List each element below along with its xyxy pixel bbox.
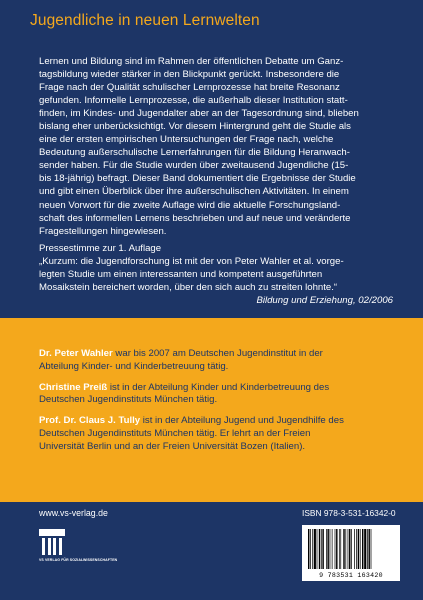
author-bio <box>39 348 409 374</box>
isbn: ISBN 978-3-531-16342-0 <box>302 508 396 518</box>
author-bio-text: Deutschen Jugendinstituts München tätig. Er lehrt an der Freien <box>39 427 311 439</box>
barcode-bar <box>322 529 323 569</box>
barcode-bar <box>310 529 311 569</box>
barcode-bars <box>306 529 396 569</box>
barcode-bar <box>339 529 340 569</box>
barcode-bar <box>349 529 350 569</box>
blurb-line: und gibt einen Überblick über ihre außerschulischen Aktivitäten. In einem <box>39 186 349 198</box>
barcode-bar <box>364 529 366 569</box>
author-bios <box>39 348 409 462</box>
barcode-bar <box>330 529 331 569</box>
barcode-bar <box>345 529 346 569</box>
author-bio <box>39 382 409 408</box>
barcode-bar <box>319 529 320 569</box>
author-bio-text: ist in der Abteilung Jugend und Jugendhilfe des <box>140 415 344 427</box>
barcode-bar <box>343 529 344 569</box>
barcode-bar <box>336 529 337 569</box>
barcode-bar <box>356 529 357 569</box>
author-bio-text: war bis 2007 am Deutschen Jugendinstitut in der <box>112 348 323 359</box>
barcode-number: 9 783531 163420 <box>319 572 383 579</box>
blurb-line: eine der ersten empirischen Untersuchungen der Frage nach, welche <box>39 134 334 146</box>
barcode-bar <box>317 529 318 569</box>
author-bio-first-line <box>39 348 409 361</box>
author-bio-text: Abteilung Kinder- und Kinderbetreuung tätig. <box>39 360 229 372</box>
author-name: Dr. Peter Wahler <box>39 348 113 359</box>
barcode-bar <box>332 529 333 569</box>
barcode-bar <box>326 529 327 569</box>
author-bio <box>39 415 409 453</box>
blurb-line: Fragestellungen hingewiesen. <box>39 225 167 237</box>
barcode-bar <box>358 529 359 569</box>
barcode-bar <box>335 529 336 569</box>
barcode <box>302 525 400 581</box>
blurb-line: bislang eher unberücksichtigt. Vor diesem Hintergrund geht die Studie als <box>39 121 351 133</box>
barcode-bar <box>308 529 309 569</box>
blurb-line: Frage nach der Qualität schulischer Lernprozesse hat breite Resonanz <box>39 82 340 94</box>
blurb-line: neuen Vorwort für die zweite Auflage wird die aktuelle Forschungsland- <box>39 199 341 211</box>
publisher-website[interactable]: www.vs-verlag.de <box>39 508 108 518</box>
barcode-bar <box>348 529 349 569</box>
barcode-bar <box>314 529 316 569</box>
blurb-line: bis 18-jährig) befragt. Dieser Band dokumentiert die Ergebnisse der Studie <box>39 173 356 185</box>
barcode-bar <box>351 529 352 569</box>
blurb-line: tagsbildung wieder stärker in den Blickpunkt gerückt. Insbesondere die <box>39 69 340 81</box>
blurb-line: gefunden. Informelle Lernprozesse, die außerhalb dieser Institution statt- <box>39 95 348 107</box>
blurb <box>39 55 403 307</box>
publisher-name: VS VERLAG FÜR SOZIALWISSENSCHAFTEN <box>39 558 118 562</box>
publisher-logo-icon <box>39 529 65 555</box>
barcode-bar <box>362 529 363 569</box>
author-bio-first-line <box>39 382 409 395</box>
author-bio-text: ist in der Abteilung Kinder und Kinderbetreuung des <box>107 381 330 393</box>
barcode-bar <box>321 529 322 569</box>
author-bio-first-line <box>39 415 409 428</box>
blurb-line: finden, im Kindes- und Jugendalter aber an der Tagesordnung sind, blieben <box>39 108 359 120</box>
press-quote-line: „Kurzum: die Jugendforschung ist mit der von Peter Wahler et al. vorge- <box>39 255 344 267</box>
author-name: Christine Preiß <box>39 381 108 393</box>
press-source: Bildung und Erziehung, 02/2006 <box>256 294 393 306</box>
blurb-line: Lernen und Bildung sind im Rahmen der öffentlichen Debatte um Ganz- <box>39 56 344 67</box>
blurb-line: Bedeutung außerschulische Lernerfahrungen für die Bildung Heranwach- <box>39 147 350 159</box>
barcode-bar <box>340 529 341 569</box>
author-name: Prof. Dr. Claus J. Tully <box>39 415 141 427</box>
barcode-bar <box>312 529 313 569</box>
book-title: Jugendliche in neuen Lernwelten <box>30 12 260 29</box>
blurb-line: sender haben. Für die Studie wurden über zweitausend Jugendliche (15- <box>39 160 349 172</box>
barcode-bar <box>327 529 328 569</box>
barcode-bar <box>360 529 361 569</box>
barcode-bar <box>367 529 368 569</box>
author-bio-text: Universität Berlin und an der Freien Universität Bozen (Italien). <box>39 440 306 452</box>
blurb-line: schaft des informellen Lernens beschrieben und auf neue und veränderte <box>39 212 351 224</box>
press-quote-line: Mosaikstein bereichert worden, über den sich auch zu streiten lohnte.“ <box>39 281 338 293</box>
press-label: Pressestimme zur 1. Auflage <box>39 242 162 254</box>
press-quote-line: legten Studie um einen interessanten und kompetent ausgeführten <box>39 268 323 280</box>
barcode-bar <box>354 529 355 569</box>
author-bio-text: Deutschen Jugendinstituts München tätig. <box>39 394 218 406</box>
barcode-bar <box>371 529 372 569</box>
barcode-bar <box>368 529 369 569</box>
